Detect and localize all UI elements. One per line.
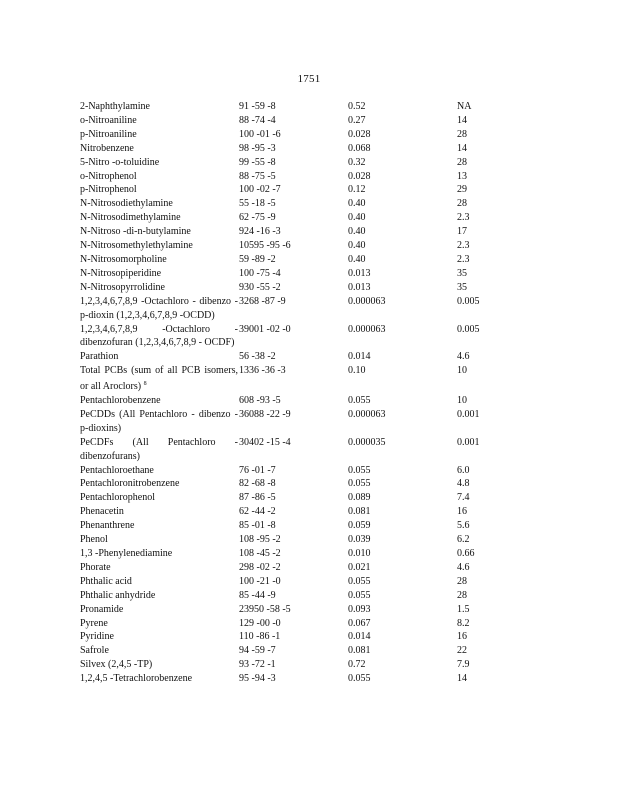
constituent-name: Nitrobenzene (80, 142, 134, 154)
constituent-name: Silvex (2,4,5 -TP) (80, 659, 153, 671)
cas-number: 94 -59 -7 (239, 645, 276, 657)
table-row (80, 281, 500, 295)
table-row (80, 183, 500, 197)
wastewater-standard: 0.014 (348, 631, 371, 643)
constituent-name: Parathion (80, 351, 119, 363)
constituent-name: N-Nitroso -di-n-butylamine (80, 226, 191, 238)
table-row (80, 575, 500, 589)
cas-number: 82 -68 -8 (239, 478, 276, 490)
nonwastewater-standard: 0.005 (457, 295, 480, 307)
constituent-name: Pyrene (80, 617, 108, 629)
nonwastewater-standard: 28 (457, 575, 467, 587)
nonwastewater-standard: 0.001 (457, 436, 480, 448)
table-row (80, 142, 500, 156)
wastewater-standard: 0.000063 (348, 323, 386, 335)
table-row (80, 267, 500, 281)
wastewater-standard: 0.055 (348, 478, 371, 490)
table-row (80, 100, 500, 114)
table-row (80, 253, 500, 267)
table-row (80, 197, 500, 211)
table-row (80, 644, 500, 658)
table-row (80, 505, 500, 519)
constituent-table (80, 100, 500, 686)
table-row (80, 436, 500, 464)
wastewater-standard: 0.27 (348, 114, 366, 126)
cas-number: 76 -01 -7 (239, 464, 276, 476)
cas-number: 98 -95 -3 (239, 142, 276, 154)
constituent-name: Phthalic acid (80, 575, 132, 587)
cas-number: 10595 -95 -6 (239, 240, 291, 252)
wastewater-standard: 0.055 (348, 589, 371, 601)
table-row (80, 561, 500, 575)
constituent-name: Pronamide (80, 603, 124, 615)
nonwastewater-standard: 16 (457, 506, 467, 518)
constituent-name: 1,2,3,4,6,7,8,9 -Octachloro - dibenzo -p-dioxin (1,2,3,4,6,7,8,9 -OCDD) (80, 295, 238, 321)
constituent-name: 5-Nitro -o-toluidine (80, 156, 160, 168)
page-number: 1751 (297, 73, 321, 85)
wastewater-standard: 0.52 (348, 101, 366, 112)
wastewater-standard: 0.40 (348, 226, 366, 238)
cas-number: 1336 -36 -3 (239, 365, 286, 377)
nonwastewater-standard: 29 (457, 184, 467, 196)
nonwastewater-standard: 5.6 (457, 520, 470, 532)
table-row (80, 477, 500, 491)
nonwastewater-standard: 13 (457, 170, 467, 182)
wastewater-standard: 0.089 (348, 492, 371, 504)
wastewater-standard: 0.021 (348, 561, 371, 573)
constituent-name: Pentachlorobenzene (80, 395, 161, 407)
cas-number: 39001 -02 -0 (239, 323, 291, 335)
constituent-name: Phenacetin (80, 506, 124, 518)
table-row (80, 533, 500, 547)
cas-number: 129 -00 -0 (239, 617, 281, 629)
constituent-name: Safrole (80, 645, 109, 657)
constituent-name: Phthalic anhydride (80, 589, 156, 601)
table-row (80, 239, 500, 253)
wastewater-standard: 0.081 (348, 645, 371, 657)
nonwastewater-standard: 4.6 (457, 561, 470, 573)
table-row (80, 617, 500, 631)
cas-number: 59 -89 -2 (239, 253, 276, 265)
cas-number: 62 -44 -2 (239, 506, 276, 518)
wastewater-standard: 0.039 (348, 534, 371, 546)
nonwastewater-standard: 8.2 (457, 617, 470, 629)
cas-number: 85 -44 -9 (239, 589, 276, 601)
table-row (80, 408, 500, 436)
table-row (80, 156, 500, 170)
constituent-name: o-Nitroaniline (80, 114, 137, 126)
cas-number: 110 -86 -1 (239, 631, 281, 643)
nonwastewater-standard: 10 (457, 365, 467, 377)
nonwastewater-standard: 28 (457, 198, 467, 210)
cas-number: 95 -94 -3 (239, 673, 276, 685)
wastewater-standard: 0.067 (348, 617, 371, 629)
cas-number: 85 -01 -8 (239, 520, 276, 532)
wastewater-standard: 0.010 (348, 548, 371, 559)
wastewater-standard: 0.068 (348, 142, 371, 154)
nonwastewater-standard: 14 (457, 142, 467, 154)
nonwastewater-standard: 7.4 (457, 492, 470, 504)
table-row (80, 170, 500, 184)
constituent-name: 1,3 -Phenylenediamine (80, 548, 173, 559)
wastewater-standard: 0.000063 (348, 408, 386, 420)
cas-number: 108 -95 -2 (239, 534, 281, 546)
cas-number: 608 -93 -5 (239, 395, 281, 407)
cas-number: 930 -55 -2 (239, 281, 281, 293)
nonwastewater-standard: 16 (457, 631, 467, 643)
nonwastewater-standard: 10 (457, 395, 467, 407)
cas-number: 88 -75 -5 (239, 170, 276, 182)
nonwastewater-standard: 22 (457, 645, 467, 657)
constituent-name: Phorate (80, 561, 111, 573)
constituent-name: N-Nitrosodimethylamine (80, 212, 181, 224)
nonwastewater-standard: 35 (457, 267, 467, 279)
wastewater-standard: 0.028 (348, 170, 371, 182)
nonwastewater-standard: 14 (457, 114, 467, 126)
wastewater-standard: 0.40 (348, 212, 366, 224)
cas-number: 100 -75 -4 (239, 267, 281, 279)
constituent-name: PeCDFs (All Pentachloro - dibenzofurans) (80, 436, 238, 462)
table-row (80, 658, 500, 672)
cas-number: 55 -18 -5 (239, 198, 276, 210)
cas-number: 87 -86 -5 (239, 492, 276, 504)
nonwastewater-standard: 28 (457, 589, 467, 601)
cas-number: 56 -38 -2 (239, 351, 276, 363)
table-row (80, 464, 500, 478)
table-row (80, 350, 500, 364)
cas-number: 3268 -87 -9 (239, 295, 286, 307)
wastewater-standard: 0.40 (348, 253, 366, 265)
constituent-name: Phenol (80, 534, 108, 546)
nonwastewater-standard: 2.3 (457, 212, 470, 224)
cas-number: 298 -02 -2 (239, 561, 281, 573)
nonwastewater-standard: 4.6 (457, 351, 470, 363)
wastewater-standard: 0.028 (348, 128, 371, 140)
wastewater-standard: 0.014 (348, 351, 371, 363)
constituent-name: Pentachlorophenol (80, 492, 155, 504)
wastewater-standard: 0.000063 (348, 295, 386, 307)
cas-number: 100 -01 -6 (239, 128, 281, 140)
constituent-name: PeCDDs (All Pentachloro - dibenzo -p-dioxins) (80, 408, 238, 434)
constituent-name: Pyridine (80, 631, 114, 643)
nonwastewater-standard: 2.3 (457, 240, 470, 252)
nonwastewater-standard: 0.66 (457, 548, 475, 559)
cas-number: 99 -55 -8 (239, 156, 276, 168)
nonwastewater-standard: 4.8 (457, 478, 470, 490)
wastewater-standard: 0.72 (348, 659, 366, 671)
wastewater-standard: 0.081 (348, 506, 371, 518)
table-row (80, 603, 500, 617)
cas-number: 36088 -22 -9 (239, 408, 291, 420)
cas-number: 100 -02 -7 (239, 184, 281, 196)
table-row (80, 225, 500, 239)
cas-number: 91 -59 -8 (239, 101, 276, 112)
cas-number: 23950 -58 -5 (239, 603, 291, 615)
constituent-name: p-Nitroaniline (80, 128, 137, 140)
table-row (80, 128, 500, 142)
wastewater-standard: 0.055 (348, 673, 371, 685)
constituent-name: p-Nitrophenol (80, 184, 137, 196)
nonwastewater-standard: 28 (457, 156, 467, 168)
wastewater-standard: 0.013 (348, 281, 371, 293)
table-row (80, 211, 500, 225)
footnote-marker: 8 (143, 381, 147, 388)
table-row (80, 394, 500, 408)
constituent-name: o-Nitrophenol (80, 170, 137, 182)
table-row (80, 491, 500, 505)
cas-number: 93 -72 -1 (239, 659, 276, 671)
table-row (80, 295, 500, 323)
constituent-name: Total PCBs (sum of all PCB isomers, or all Aroclors) $^8$ (80, 365, 238, 393)
cas-number: 100 -21 -0 (239, 575, 281, 587)
table-row (80, 114, 500, 128)
table-row (80, 323, 500, 351)
wastewater-standard: 0.32 (348, 156, 366, 168)
nonwastewater-standard: 17 (457, 226, 467, 238)
constituent-name: 1,2,4,5 -Tetrachlorobenzene (80, 673, 193, 685)
nonwastewater-standard: 35 (457, 281, 467, 293)
table-row (80, 547, 500, 561)
cas-number: 62 -75 -9 (239, 212, 276, 224)
wastewater-standard: 0.40 (348, 198, 366, 210)
cas-number: 88 -74 -4 (239, 114, 276, 126)
constituent-name: 1,2,3,4,6,7,8,9 -Octachloro - dibenzofuran (1,2,3,4,6,7,8,9 - OCDF) (80, 323, 238, 349)
wastewater-standard: 0.013 (348, 267, 371, 279)
nonwastewater-standard: 14 (457, 673, 467, 685)
nonwastewater-standard: NA (457, 101, 472, 112)
constituent-name: N-Nitrosodiethylamine (80, 198, 173, 210)
table-row (80, 630, 500, 644)
nonwastewater-standard: 0.001 (457, 408, 480, 420)
constituent-name: N-Nitrosomorpholine (80, 253, 167, 265)
constituent-name: N-Nitrosomethylethylamine (80, 240, 193, 252)
wastewater-standard: 0.055 (348, 464, 371, 476)
wastewater-standard: 0.10 (348, 365, 366, 377)
constituent-name: N-Nitrosopyrrolidine (80, 281, 165, 293)
nonwastewater-standard: 7.9 (457, 659, 470, 671)
nonwastewater-standard: 6.0 (457, 464, 470, 476)
constituent-name: Pentachloronitrobenzene (80, 478, 180, 490)
wastewater-standard: 0.093 (348, 603, 371, 615)
cas-number: 30402 -15 -4 (239, 436, 291, 448)
wastewater-standard: 0.000035 (348, 436, 386, 448)
cas-number: 924 -16 -3 (239, 226, 281, 238)
table-row (80, 672, 500, 686)
nonwastewater-standard: 28 (457, 128, 467, 140)
nonwastewater-standard: 0.005 (457, 323, 480, 335)
constituent-name: Pentachloroethane (80, 464, 154, 476)
wastewater-standard: 0.055 (348, 575, 371, 587)
wastewater-standard: 0.055 (348, 395, 371, 407)
constituent-name: Phenanthrene (80, 520, 135, 532)
table-row (80, 519, 500, 533)
table-row (80, 589, 500, 603)
table-row (80, 364, 500, 394)
cas-number: 108 -45 -2 (239, 548, 281, 559)
constituent-name: 2-Naphthylamine (80, 101, 150, 112)
nonwastewater-standard: 6.2 (457, 534, 470, 546)
nonwastewater-standard: 1.5 (457, 603, 470, 615)
wastewater-standard: 0.059 (348, 520, 371, 532)
constituent-name: N-Nitrosopiperidine (80, 267, 162, 279)
wastewater-standard: 0.12 (348, 184, 366, 196)
nonwastewater-standard: 2.3 (457, 253, 470, 265)
wastewater-standard: 0.40 (348, 240, 366, 252)
